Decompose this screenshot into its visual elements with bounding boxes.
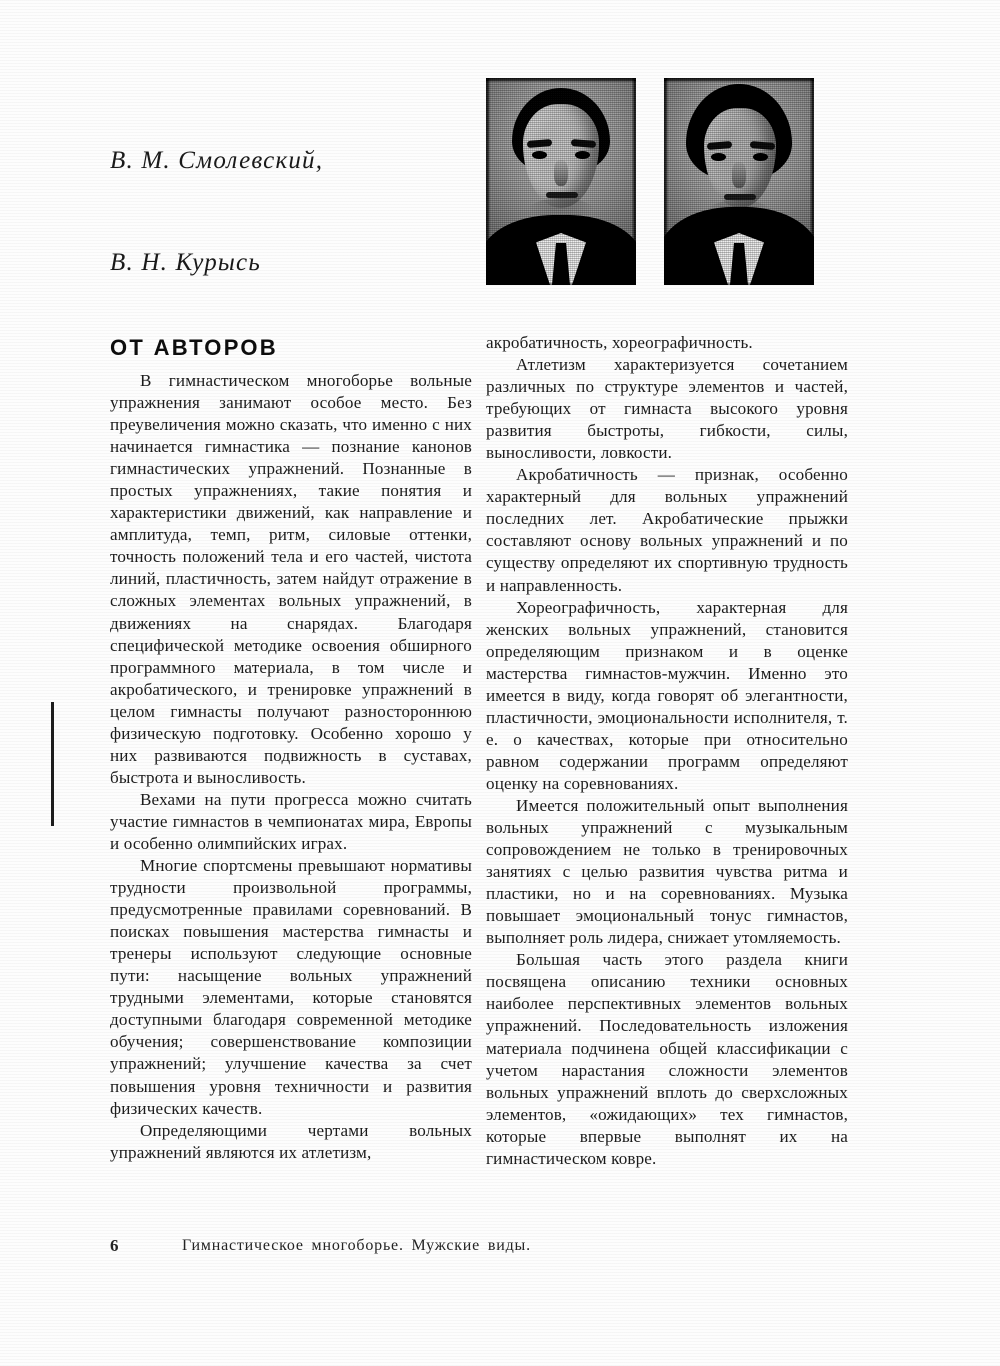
running-title: Гимнастическое многоборье. Мужские виды.: [182, 1237, 531, 1254]
section-heading: ОТ АВТОРОВ: [110, 335, 278, 360]
paragraph: Акробатичность — признак, особенно характерный для вольных упражнений последних лет. Акробатические прыжки составляют основу вольных упражнений и по существу определяют их спортивную трудность и направленность.: [486, 465, 848, 595]
paragraph: Вехами на пути прогресса можно считать участие гимнастов в чемпионатах мира, Европы и особенно олимпийских играх.: [110, 789, 472, 853]
paragraph: Хореографичность, характерная для женских вольных упражнений, становится определяющим признаком и в оценке мастерства гимнастов-мужчин. Именно это имеется в виду, когда говорят об элегантности, пластичности, эмоциональности исполнителя, т. е. о качествах, которые при относительно равном содержании программ определяют оценку на соревнованиях.: [486, 597, 848, 793]
text-column-left: [110, 370, 472, 1164]
paragraph: Атлетизм характеризуется сочетанием различных по структуре элементов и частей, требующих от гимнаста высокого уровня развития быстроты, гибкости, силы, выносливости, ловкости.: [486, 355, 848, 463]
page-number: 6: [110, 1236, 119, 1255]
author-name-line-1: В. М. Смолевский,: [110, 147, 324, 174]
paragraph: В гимнастическом многоборье вольные упражнения занимают особое место. Без преувеличения можно сказать, что именно с них начинается гимнастика — познание канонов гимнастических упражнений. Познанные в простых упражнениях, такие понятия и характеристики движений, как направление и амплитуда, темп, ритм, силовые оттенки, точность положений тела и его частей, чистота линий, пластичность, затем найдут отражение в сложных элементах вольных упражнений, в движениях на снарядах. Благодаря специфической методике освоения обширного программного материала, в том числе и акробатического, и тренировке упражнений в целом гимнасты получают разностороннюю физическую подготовку. Особенно хорошо у них развиваются подвижность в суставах, быстрота и выносливость.: [110, 371, 472, 787]
author-name-line-2: В. Н. Курысь: [110, 249, 261, 276]
portrait-photo-second-author: [664, 78, 814, 285]
text-column-right: [486, 332, 848, 1170]
paragraph: Имеется положительный опыт выполнения вольных упражнений с музыкальным сопровождением не только в тренировочных занятиях с целью развития чувства ритма и пластики, но и на соревнованиях. Музыка повышает эмоциональный тонус гимнастов, выполняет роль лидера, снижает утомляемость.: [486, 795, 848, 948]
portrait-photo-first-author: [486, 78, 636, 285]
photo-border: [664, 78, 814, 285]
author-names: [110, 76, 323, 348]
paragraph: Определяющими чертами вольных упражнений являются их атлетизм,: [110, 1120, 472, 1162]
paragraph: Многие спортсмены превышают нормативы трудности произвольной программы, предусмотренные правилами соревнований. В поисках повышения мастерства гимнасты и тренеры используют следующие основные пути: насыщение вольных упражнений трудными элементами, которые становятся доступными благодаря современной методике обучения; совершенствование композиции упражнений; улучшение качества за счет повышения уровня техничности и развития физических качеств.: [110, 856, 472, 1118]
scan-artifact-margin-line: [51, 702, 54, 826]
paragraph: Большая часть этого раздела книги посвящена описанию техники основных наиболее перспективных элементов вольных упражнений. Последовательность изложения материала подчинена общей классификации с учетом нарастания сложности элементов вольных упражнений вплоть до сверхсложных элементов, «ожидающих» тех гимнастов, которые впервые выполнят их на гимнастическом ковре.: [486, 950, 848, 1168]
photo-border: [486, 78, 636, 285]
author-photographs: [486, 78, 814, 285]
paragraph-continuation: акробатичность, хореографичность.: [486, 333, 753, 352]
